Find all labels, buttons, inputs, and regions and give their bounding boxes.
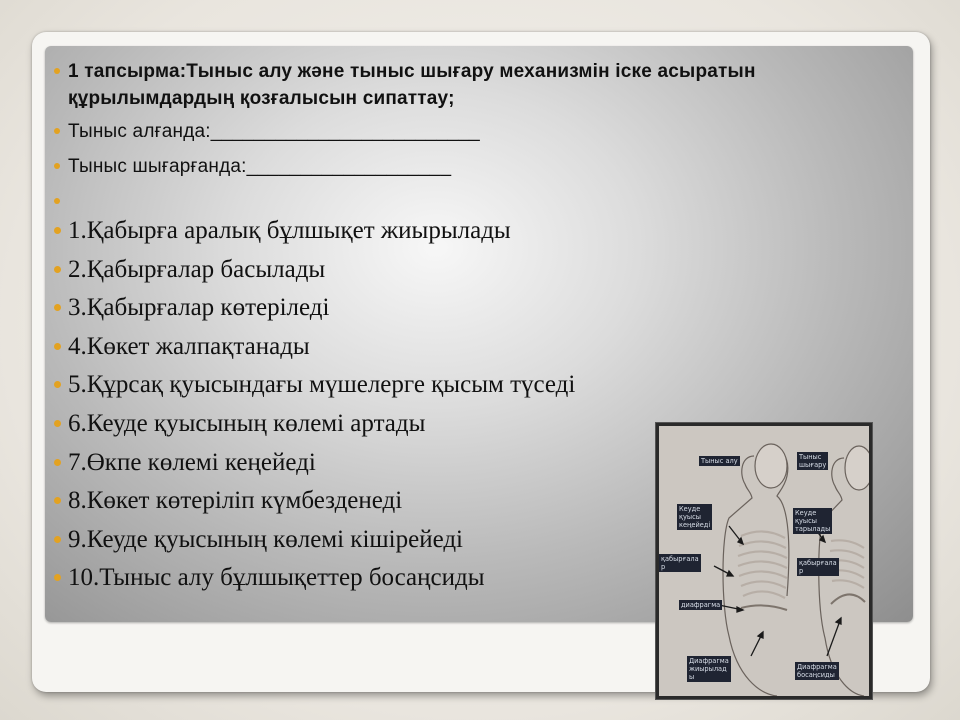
inhale-diaphragm — [741, 605, 787, 610]
list-item: 10.Тыныс алу бұлшықеттер босаңсиды — [52, 559, 892, 598]
label-diaphragm: диафрагма — [681, 601, 721, 609]
label-chest-narrows: Кеуде қуысы тарылады — [795, 509, 831, 533]
label-ribs-left: қабырғала р — [661, 555, 699, 571]
list-item: 3.Қабырғалар көтеріледі — [52, 289, 892, 328]
exhale-blank: Тыныс шығарғанда:___________________ — [52, 153, 892, 180]
list-item: 9.Кеуде қуысының көлемі кішірейеді — [52, 521, 892, 560]
list-item: 5.Құрсақ қуысындағы мүшелерге қысым түседі — [52, 366, 892, 405]
list-item: 7.Өкпе көлемі кеңейеді — [52, 444, 892, 483]
label-diaphragm-contracts: Диафрагма жиырылад ы — [689, 657, 729, 681]
list-item: 6.Кеуде қуысының көлемі артады — [52, 405, 892, 444]
list-item: 2.Қабырғалар басылады — [52, 251, 892, 290]
label-exhale: Тыныс шығару — [799, 453, 827, 469]
label-ribs-right: қабырғала р — [799, 559, 837, 575]
breathing-diagram — [659, 426, 869, 696]
list-item: 4.Көкет жалпақтанады — [52, 328, 892, 367]
exhale-diaphragm — [831, 594, 865, 604]
label-diaphragm-relaxes: Диафрагма босаңсиды — [797, 663, 837, 679]
inhale-blank: Тыныс алғанда:_________________________ — [52, 118, 892, 145]
task-heading: 1 тапсырма:Тыныс алу және тыныс шығару механизмін іске асыратын құрылымдардың қозғалысын сипаттау; — [52, 58, 892, 112]
inhale-ribs — [738, 531, 787, 598]
diagram-arrows — [714, 526, 841, 656]
list-item: 8.Көкет көтеріліп күмбезденеді — [52, 482, 892, 521]
inhale-figure — [723, 444, 789, 696]
label-chest-expands: Кеуде қуысы кеңейеді — [679, 505, 711, 529]
list-item: 1.Қабырға аралық бұлшықет жиырылады — [52, 212, 892, 251]
empty-bullet — [52, 188, 892, 212]
label-inhale: Тыныс алу — [701, 457, 738, 465]
